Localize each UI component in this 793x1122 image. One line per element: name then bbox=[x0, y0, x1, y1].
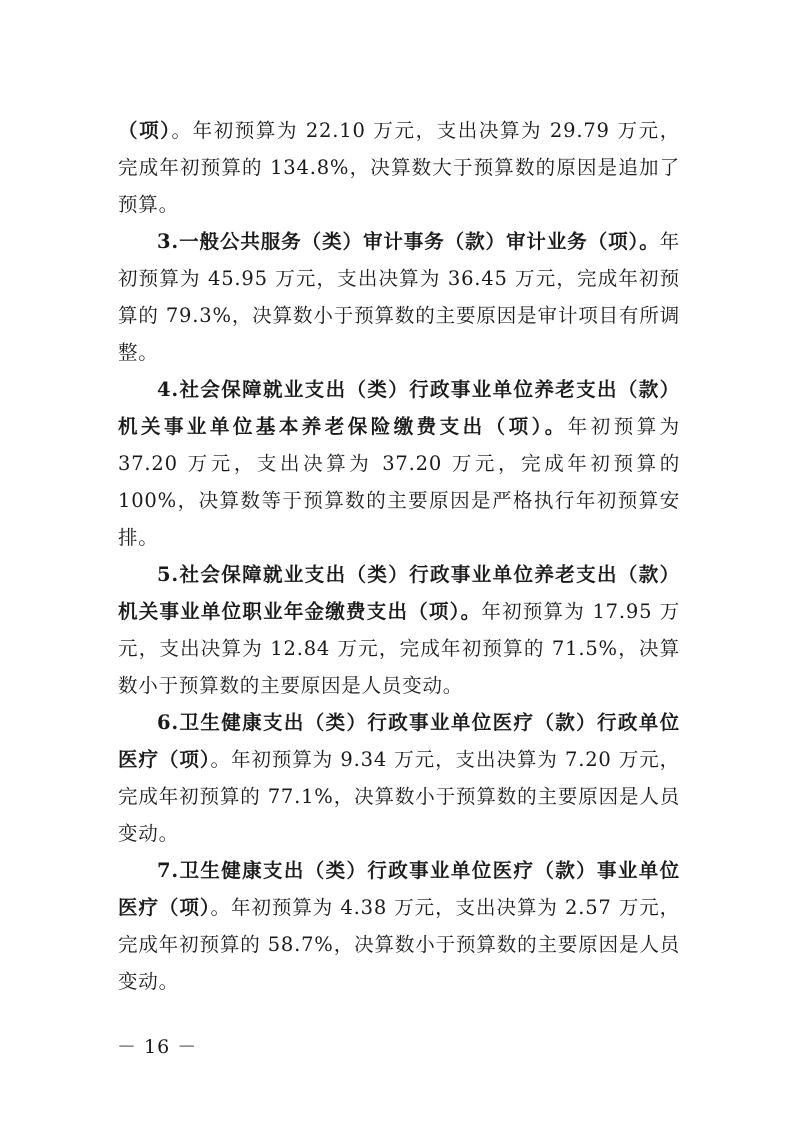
paragraph-heading: 7.卫生健康支出（类）行政事业单位医疗（款）事业单位医疗（项） bbox=[118, 859, 680, 919]
paragraph-item-5 bbox=[118, 556, 680, 704]
paragraph-continuation bbox=[118, 112, 680, 223]
paragraph-heading: 5.社会保障就业支出（类）行政事业单位养老支出（款）机关事业单位职业年金缴费支出（项）。 bbox=[118, 563, 680, 623]
paragraph-text: 年初预算为 37.20 万元，支出决算为 37.20 万元，完成年初预算的 100%，决算数等于预算数的主要原因是严格执行年初预算安排。 bbox=[118, 415, 680, 549]
paragraph-item-3 bbox=[118, 223, 680, 371]
paragraph-item-4 bbox=[118, 371, 680, 556]
document-body bbox=[118, 112, 680, 1000]
paragraph-text: 。年初预算为 9.34 万元，支出决算为 7.20 万元，完成年初预算的 77.1%，决算数小于预算数的主要原因是人员变动。 bbox=[118, 748, 680, 845]
paragraph-text: 年初预算为 45.95 万元，支出决算为 36.45 万元，完成年初预算的 79.3%，决算数小于预算数的主要原因是审计项目有所调整。 bbox=[118, 230, 680, 364]
paragraph-heading: 3.一般公共服务（类）审计事务（款）审计业务（项）。 bbox=[157, 230, 660, 253]
paragraph-text: 年初预算为 17.95 万元，支出决算为 12.84 万元，完成年初预算的 71.5%，决算数小于预算数的主要原因是人员变动。 bbox=[118, 600, 680, 697]
page-number: － 16 － bbox=[117, 1036, 198, 1058]
paragraph-heading: 6.卫生健康支出（类）行政事业单位医疗（款）行政单位医疗（项） bbox=[118, 711, 680, 771]
paragraph-heading: 4.社会保障就业支出（类）行政事业单位养老支出（款）机关事业单位基本养老保险缴费支出（项）。 bbox=[118, 378, 680, 438]
paragraph-text: 。年初预算为 22.10 万元，支出决算为 29.79 万元，完成年初预算的 134.8%，决算数大于预算数的原因是追加了预算。 bbox=[118, 119, 680, 216]
paragraph-item-6 bbox=[118, 704, 680, 852]
paragraph-item-7 bbox=[118, 852, 680, 1000]
paragraph-text: 。年初预算为 4.38 万元，支出决算为 2.57 万元，完成年初预算的 58.7%，决算数小于预算数的主要原因是人员变动。 bbox=[118, 896, 680, 993]
paragraph-heading: （项） bbox=[118, 119, 172, 142]
